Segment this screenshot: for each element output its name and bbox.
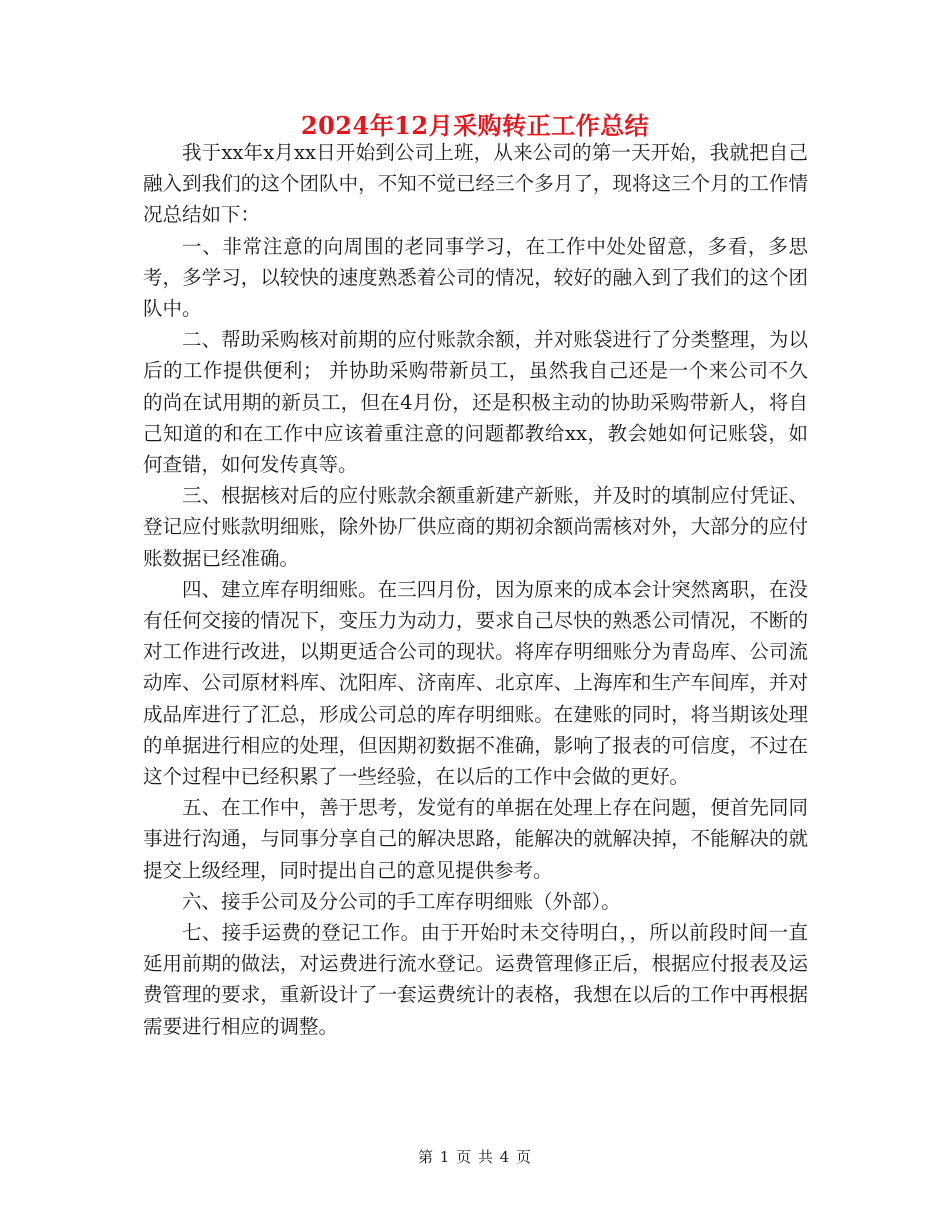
- paragraph-item-5: 五、在工作中，善于思考，发觉有的单据在处理上存在问题，便首先同同事进行沟通，与同事分享自己的解决思路，能解决的就解决掉，不能解决的就提交上级经理，同时提出自己的意见提供参考。: [143, 796, 808, 882]
- paragraph-item-2: 二、帮助采购核对前期的应付账款余额，并对账袋进行了分类整理，为以后的工作提供便利； 并协助采购带新员工，虽然我自己还是一个来公司不久的尚在试用期的新员工，但在4月份，还是积极主动的协助采购带新人，将自己知道的和在工作中应该着重注意的问题都教给xx，教会她如何记账袋，如何查错，如何发传真等。: [143, 328, 808, 477]
- paragraph-item-1: 一、非常注意的向周围的老同事学习，在工作中处处留意，多看，多思考，多学习，以较快的速度熟悉着公司的情况，较好的融入到了我们的这个团队中。: [143, 234, 808, 321]
- paragraph-item-3: 三、根据核对后的应付账款余额重新建产新账，并及时的填制应付凭证、登记应付账款明细账，除外协厂供应商的期初余额尚需核对外，大部分的应付账数据已经准确。: [143, 484, 808, 570]
- paragraph-item-6: 六、接手公司及分公司的手工库存明细账（外部）。: [182, 889, 621, 913]
- paragraph-intro: 我于xx年x月xx日开始到公司上班，从来公司的第一天开始，我就把自己融入到我们的这个团队中，不知不觉已经三个多月了，现将这三个月的工作情况总结如下：: [143, 141, 808, 227]
- document-body: [143, 137, 808, 1042]
- document-title: 2024年12月采购转正工作总结: [300, 111, 650, 140]
- paragraph-item-7: 七、接手运费的登记工作。由于开始时未交待明白，，所以前段时间一直延用前期的做法，对运费进行流水登记。运费管理修正后，根据应付报表及运费管理的要求，重新设计了一套运费统计的表格，我想在以后的工作中再根据需要进行相应的调整。: [143, 921, 808, 1038]
- page-number-footer: 第 1 页 共 4 页: [418, 1148, 532, 1166]
- paragraph-item-4: 四、建立库存明细账。在三四月份，因为原来的成本会计突然离职，在没有任何交接的情况下，变压力为动力，要求自己尽快的熟悉公司情况，不断的对工作进行改进，以期更适合公司的现状。将库存明细账分为青岛库、公司流动库、公司原材料库、沈阳库、济南库、北京库、上海库和生产车间库，并对成品库进行了汇总，形成公司总的库存明细账。在建账的同时，将当期该处理的单据进行相应的处理，但因期初数据不准确，影响了报表的可信度，不过在这个过程中已经积累了一些经验，在以后的工作中会做的更好。: [143, 577, 808, 789]
